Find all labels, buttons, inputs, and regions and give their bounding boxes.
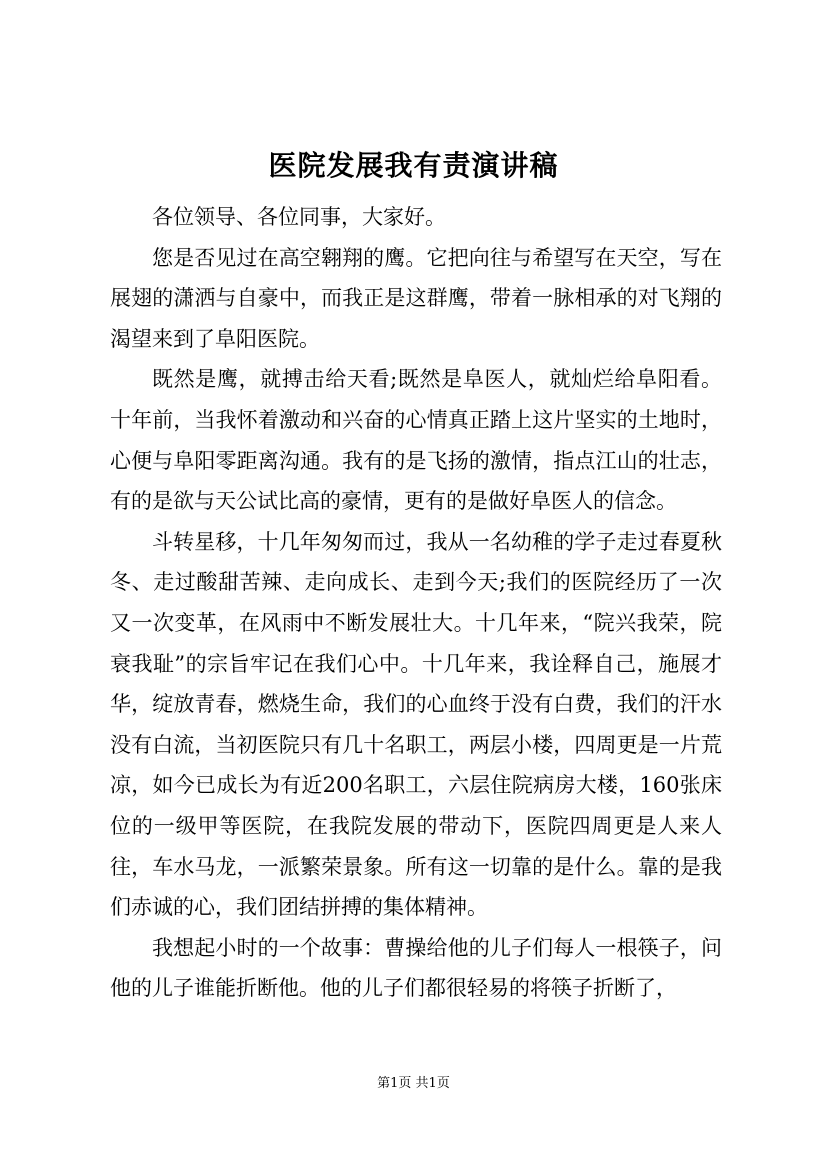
document-title: 医院发展我有责演讲稿	[268, 149, 559, 182]
paragraph-ten-years: 既然是鹰，就搏击给天看;既然是阜医人，就灿烂给阜阳看。十年前，当我怀着激动和兴奋的心情真正踏上这片坚实的土地时，心便与阜阳零距离沟通。我有的是飞扬的激情，指点江山的壮志，有的是欲与天公试比高的豪情，更有的是做好阜医人的信念。	[110, 367, 722, 514]
paragraph-chopsticks-story: 我想起小时的一个故事：曹操给他的儿子们每人一根筷子，问他的儿子谁能折断他。他的儿子们都很轻易的将筷子折断了，	[110, 935, 722, 1001]
paragraph-eagle: 您是否见过在高空翱翔的鹰。它把向往与希望写在天空，写在展翅的潇洒与自豪中，而我正是这群鹰，带着一脉相承的对飞翔的渴望来到了阜阳医院。	[110, 245, 722, 351]
paragraph-greeting: 各位领导、各位同事，大家好。	[152, 205, 446, 229]
page-number-footer: 第1页 共1页	[377, 1076, 450, 1091]
document-body	[110, 197, 722, 1009]
paragraph-development: 斗转星移，十几年匆匆而过，我从一名幼稚的学子走过春夏秋冬、走过酸甜苦辣、走向成长、走到今天;我们的医院经历了一次又一次变革，在风雨中不断发展壮大。十几年来，“院兴我荣，院衰我耻”的宗旨牢记在我们心中。十几年来，我诠释自己，施展才华，绽放青春，燃烧生命，我们的心血终于没有白费，我们的汗水没有白流，当初医院只有几十名职工，两层小楼，四周更是一片荒凉，如今已成长为有近200名职工，六层住院病房大楼，160张床位的一级甲等医院，在我院发展的带动下，医院四周更是人来人往，车水马龙，一派繁荣景象。所有这一切靠的是什么。靠的是我们赤诚的心，我们团结拼搏的集体精神。	[110, 529, 722, 920]
